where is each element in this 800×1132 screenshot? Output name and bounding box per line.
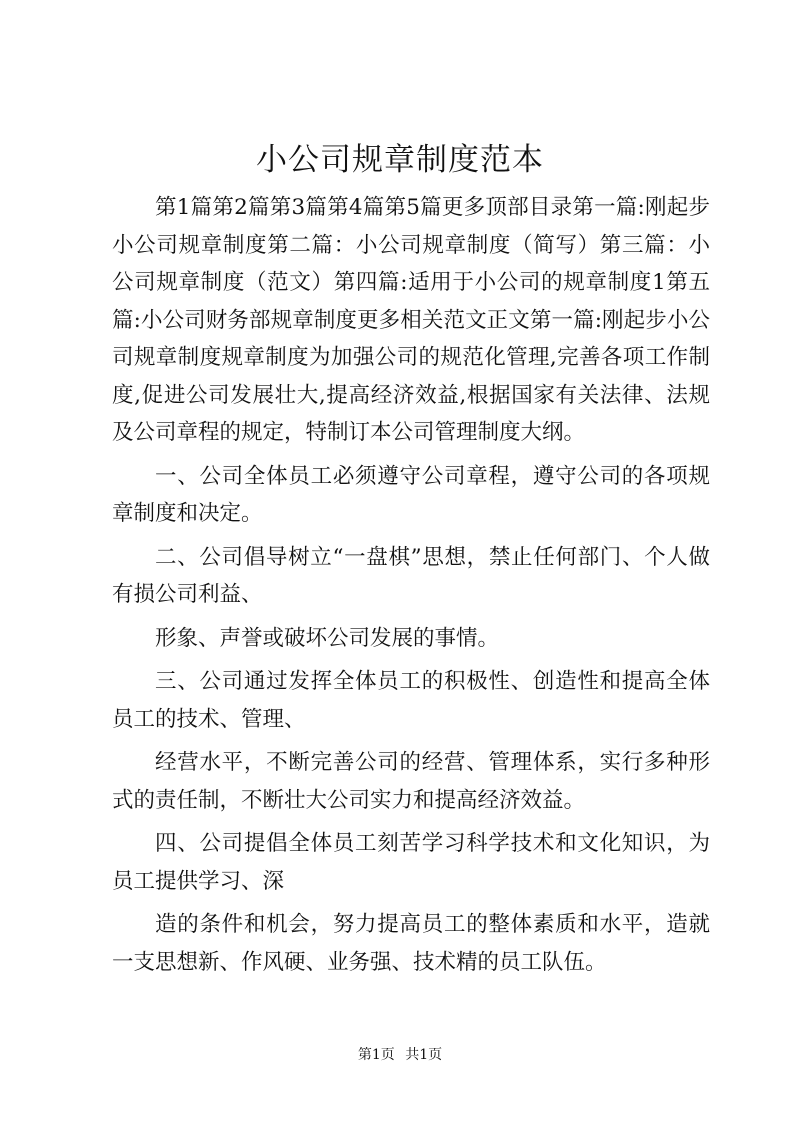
page-total: 共1页: [405, 1047, 443, 1063]
paragraph-item-4: 四、公司提倡全体员工刻苦学习科学技术和文化知识，为员工提供学习、深: [112, 831, 710, 894]
paragraph-item-2: 二、公司倡导树立“一盘棋”思想，禁止任何部门、个人做有损公司利益、: [112, 544, 710, 607]
page-title: 小公司规章制度范本: [256, 142, 544, 178]
paragraph-item-2-continued: 形象、声誉或破坏公司发展的事情。: [155, 625, 500, 651]
paragraph-item-1: 一、公司全体员工必须遵守公司章程，遵守公司的各项规章制度和决定。: [112, 463, 710, 526]
paragraph-item-3: 三、公司通过发挥全体员工的积极性、创造性和提高全体员工的技术、管理、: [112, 669, 710, 732]
paragraph-item-3-continued: 经营水平，不断完善公司的经营、管理体系，实行多种形式的责任制，不断壮大公司实力和提高经济效益。: [112, 750, 710, 813]
paragraph-item-4-continued: 造的条件和机会，努力提高员工的整体素质和水平，造就一支思想新、作风硬、业务强、技术精的员工队伍。: [112, 912, 710, 975]
page-number: 第1页: [357, 1047, 395, 1063]
page-footer: [0, 1045, 800, 1065]
paragraph-intro: 第1篇第2篇第3篇第4篇第5篇更多顶部目录第一篇:刚起步小公司规章制度第二篇：小公司规章制度（简写）第三篇：小公司规章制度（范文）第四篇:适用于小公司的规章制度1第五篇:小公司财务部规章制度更多相关范文正文第一篇:刚起步小公司规章制度规章制度为加强公司的规范化管理,完善各项工作制度,促进公司发展壮大,提高经济效益,根据国家有关法律、法规及公司章程的规定，特制订本公司管理制度大纲。: [112, 195, 710, 445]
document-body: [112, 189, 710, 987]
